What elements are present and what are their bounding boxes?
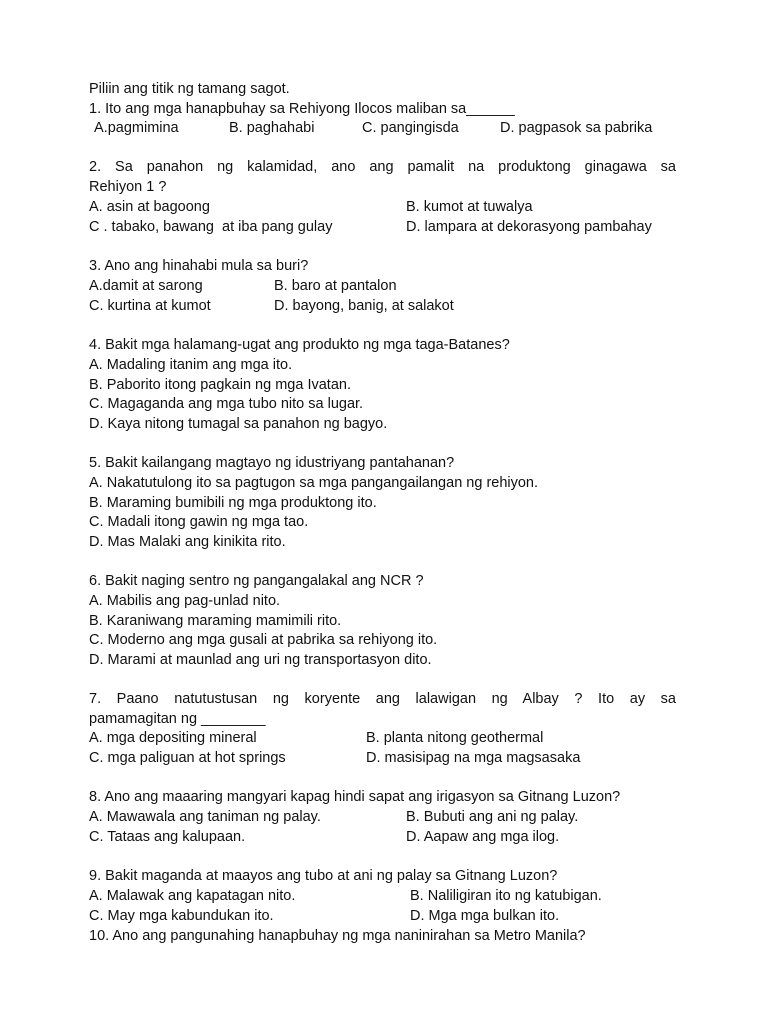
- q8-option-c: C. Tataas ang kalupaan.: [89, 829, 246, 845]
- q6-option-d: D. Marami at maunlad ang uri ng transportasyon dito.: [89, 652, 432, 668]
- q3-option-c: C. kurtina at kumot: [89, 298, 211, 314]
- q1-option-c: C. pangingisda: [362, 120, 459, 136]
- question-2-line1: 2. Sa panahon ng kalamidad, ano ang pamalit na produktong ginagawa sa: [89, 159, 676, 175]
- q5-option-d: D. Mas Malaki ang kinikita rito.: [89, 534, 286, 550]
- q2-option-b: B. kumot at tuwalya: [406, 199, 533, 215]
- q9-option-a: A. Malawak ang kapatagan nito.: [89, 888, 296, 904]
- q2-option-c: C . tabako, bawang at iba pang gulay: [89, 219, 333, 235]
- q7-option-d: D. masisipag na mga magsasaka: [366, 750, 581, 766]
- q7-option-a: A. mga depositing mineral: [89, 730, 257, 746]
- q3-option-d: D. bayong, banig, at salakot: [274, 298, 454, 314]
- q2-option-a: A. asin at bagoong: [89, 199, 210, 215]
- q1-option-b: B. paghahabi: [229, 120, 315, 136]
- q7-option-c: C. mga paliguan at hot springs: [89, 750, 286, 766]
- q6-option-a: A. Mabilis ang pag-unlad nito.: [89, 593, 281, 609]
- q7-option-b: B. planta nitong geothermal: [366, 730, 544, 746]
- question-8: 8. Ano ang maaaring mangyari kapag hindi sapat ang irigasyon sa Gitnang Luzon?: [89, 789, 621, 805]
- q6-option-b: B. Karaniwang maraming mamimili rito.: [89, 613, 342, 629]
- q8-option-b: B. Bubuti ang ani ng palay.: [406, 809, 579, 825]
- q6-option-c: C. Moderno ang mga gusali at pabrika sa rehiyong ito.: [89, 632, 438, 648]
- question-10: 10. Ano ang pangunahing hanapbuhay ng mga naninirahan sa Metro Manila?: [89, 928, 586, 944]
- q3-option-a: A.damit at sarong: [89, 278, 203, 294]
- question-4: 4. Bakit mga halamang-ugat ang produkto ng mga taga-Batanes?: [89, 337, 510, 353]
- q9-option-d: D. Mga mga bulkan ito.: [410, 908, 560, 924]
- question-7-line2: pamamagitan ng ________: [89, 711, 266, 727]
- q4-option-c: C. Magaganda ang mga tubo nito sa lugar.: [89, 396, 364, 412]
- q8-option-d: D. Aapaw ang mga ilog.: [406, 829, 560, 845]
- question-9: 9. Bakit maganda at maayos ang tubo at ani ng palay sa Gitnang Luzon?: [89, 868, 558, 884]
- q4-option-b: B. Paborito itong pagkain ng mga Ivatan.: [89, 377, 351, 393]
- q5-option-a: A. Nakatutulong ito sa pagtugon sa mga pangangailangan ng rehiyon.: [89, 475, 539, 491]
- q9-option-c: C. May mga kabundukan ito.: [89, 908, 274, 924]
- q5-option-c: C. Madali itong gawin ng mga tao.: [89, 514, 309, 530]
- q5-option-b: B. Maraming bumibili ng mga produktong ito.: [89, 495, 377, 511]
- q3-option-b: B. baro at pantalon: [274, 278, 397, 294]
- q1-option-d: D. pagpasok sa pabrika: [500, 120, 653, 136]
- question-3: 3. Ano ang hinahabi mula sa buri?: [89, 258, 309, 274]
- question-2-line2: Rehiyon 1 ?: [89, 179, 167, 195]
- q2-option-d: D. lampara at dekorasyong pambahay: [406, 219, 652, 235]
- q1-option-a: A.pagmimina: [94, 120, 179, 136]
- question-6: 6. Bakit naging sentro ng pangangalakal ang NCR ?: [89, 573, 424, 589]
- q9-option-b: B. Naliligiran ito ng katubigan.: [410, 888, 602, 904]
- instruction: Piliin ang titik ng tamang sagot.: [89, 81, 290, 97]
- question-5: 5. Bakit kailangang magtayo ng idustriyang pantahanan?: [89, 455, 455, 471]
- question-7-line1: 7. Paano natutustusan ng koryente ang lalawigan ng Albay ? Ito ay sa: [89, 691, 676, 707]
- question-1: 1. Ito ang mga hanapbuhay sa Rehiyong Ilocos maliban sa______: [89, 101, 515, 117]
- q8-option-a: A. Mawawala ang taniman ng palay.: [89, 809, 321, 825]
- q4-option-a: A. Madaling itanim ang mga ito.: [89, 357, 293, 373]
- q4-option-d: D. Kaya nitong tumagal sa panahon ng bagyo.: [89, 416, 388, 432]
